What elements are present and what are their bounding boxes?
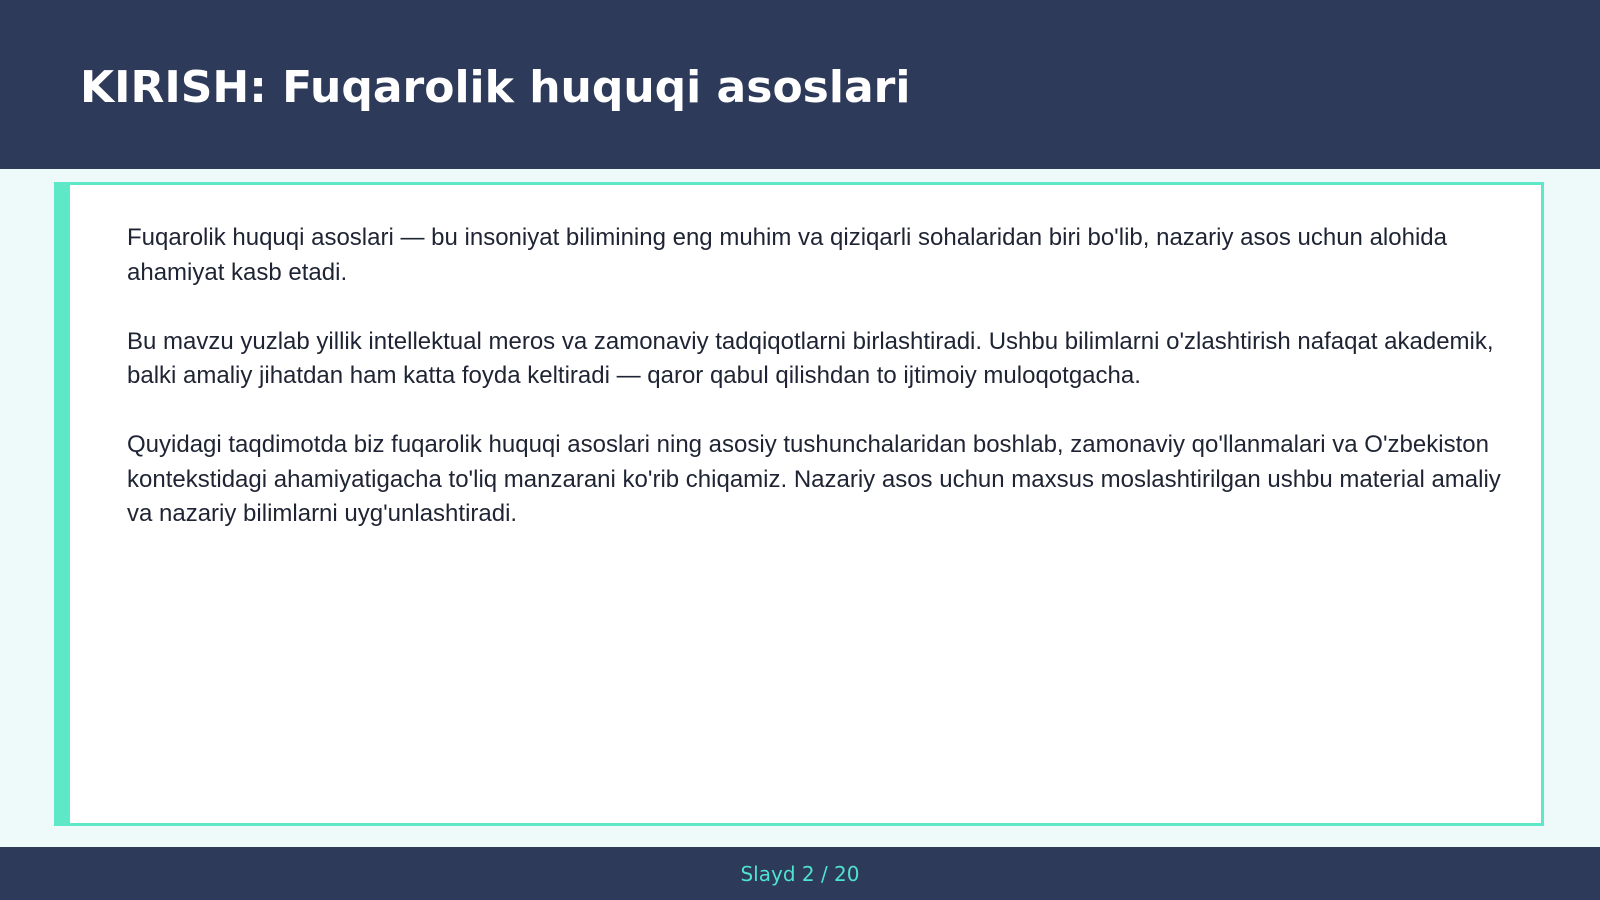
body-text	[127, 221, 1519, 566]
slide-header	[0, 0, 1600, 169]
paragraph-1: Fuqarolik huquqi asoslari — bu insoniyat bilimining eng muhim va qiziqarli sohalaridan biri bo'lib, nazariy asos uchun alohida ahamiyat kasb etadi.	[127, 224, 1447, 286]
paragraph-2: Bu mavzu yuzlab yillik intellektual meros va zamonaviy tadqiqotlarni birlashtiradi. Ushbu bilimlarni o'zlashtirish nafaqat akademik, balki amaliy jihatdan ham katta foyda keltiradi — qaror qabul qilishdan to ijtimoiy muloqotgacha.	[127, 327, 1494, 389]
slide-counter: Slayd 2 / 20	[740, 862, 860, 886]
content-card	[54, 182, 1544, 826]
slide-footer	[0, 847, 1600, 900]
slide-title: KIRISH: Fuqarolik huquqi asoslari	[80, 62, 911, 113]
paragraph-3: Quyidagi taqdimotda biz fuqarolik huquqi asoslari ning asosiy tushunchalaridan boshlab, zamonaviy qo'llanmalari va O'zbekiston kontekstidagi ahamiyatigacha to'liq manzarani ko'rib chiqamiz. Nazariy asos uchun maxsus moslashtirilgan ushbu material amaliy va nazariy bilimlarni uyg'unlashtiradi.	[127, 431, 1501, 527]
